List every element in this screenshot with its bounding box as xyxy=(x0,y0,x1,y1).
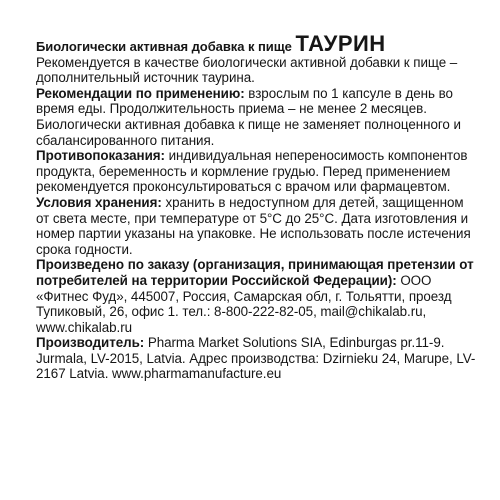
usage-text: взрослым по 1 капсуле в день во время еды. Продолжительность приема – не менее 2 месяцев. Биологически активная добавка к пище не заменяет полноценного и сбалансированного питания. xyxy=(36,85,461,148)
supplement-label-text xyxy=(36,31,476,382)
contraindications-text: индивидуальная непереносимость компонентов продукта, беременность и кормление грудью. Перед применением рекомендуется проконсультироваться с врачом или фармацевтом. xyxy=(36,148,468,195)
heading-prefix: Биологически активная добавка к пище xyxy=(36,39,292,54)
manufacturer-section xyxy=(36,335,476,382)
manufacturer-title: Производитель: xyxy=(36,335,145,351)
intro-text: Рекомендуется в качестве биологически активной добавки к пище – дополнительный источник таурина. xyxy=(36,54,458,86)
contraindications-title: Противопоказания: xyxy=(36,148,165,164)
manufacturer-text: Pharma Market Solutions SIA, Edinburgas pr.11-9. Jurmala, LV-2015, Latvia. Адрес производства: Dzirnieku 24, Marupe, LV-2167 Latvia. www.pharmamanufacture.eu xyxy=(36,335,476,382)
storage-title: Условия хранения: xyxy=(36,194,162,210)
storage-text: хранить в недоступном для детей, защищенном от света месте, при температуре от 5°С до 25°С. Дата изготовления и номер партии указаны на упаковке. Не использовать после истечения срока годности. xyxy=(36,194,471,257)
contraindications-section xyxy=(36,148,476,195)
ordered-by-title: Произведено по заказу (организация, принимающая претензии от потребителей на территории Российской Федерации): xyxy=(36,257,474,288)
usage-title: Рекомендации по применению: xyxy=(36,85,245,101)
ordered-by-section xyxy=(36,257,476,335)
storage-section xyxy=(36,195,476,257)
product-name: ТАУРИН xyxy=(295,31,386,56)
ordered-by-text: ООО «Фитнес Фуд», 445007, Россия, Самарская обл, г. Тольятти, проезд Тупиковый, 26, офис 1. тел.: 8-800-222-82-05, mail@chikalab.ru, www.chikalab.ru xyxy=(36,272,452,335)
heading-line xyxy=(36,31,476,56)
usage-section xyxy=(36,86,476,148)
